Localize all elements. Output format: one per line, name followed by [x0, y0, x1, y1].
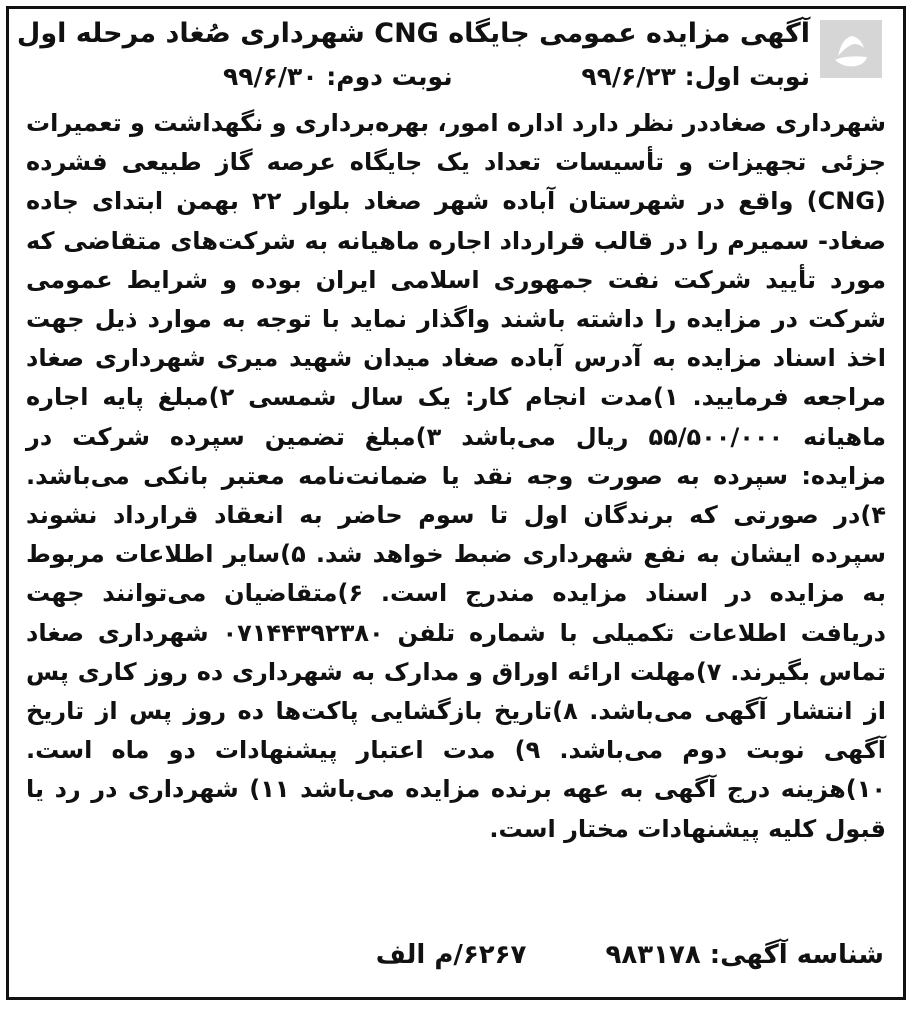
- ad-code: ۶۲۶۷/م الف: [375, 940, 527, 970]
- notice-title: آگهی مزایده عمومی جایگاه CNG شهرداری صُغاد مرحله اول: [16, 18, 810, 49]
- round-dates: [110, 62, 810, 91]
- publisher-logo-icon: [820, 20, 882, 78]
- first-round-date: نوبت اول: ۹۹/۶/۲۳: [581, 62, 810, 91]
- second-round-date: نوبت دوم: ۹۹/۶/۳۰: [223, 62, 453, 91]
- notice-body: شهرداری صغاددر نظر دارد اداره امور، بهره‌برداری و نگهداشت و تعمیرات جزئی تجهیزات و تأسیسات تعداد یک جایگاه عرصه گاز طبیعی فشرده (CNG) واقع در شهرستان آباده شهر صغاد بلوار ۲۲ بهمن ابتدای جاده صغاد- سمیرم را در قالب قرارداد اجاره ماهیانه به شرکت‌های متقاضی که مورد تأیید شرکت نفت جمهوری اسلامی ایران بوده و شرایط عمومی شرکت در مزایده را داشته باشند واگذار نماید با توجه به موارد ذیل جهت اخذ اسناد مزایده به آدرس آباده صغاد میدان شهید میری شهرداری صغاد مراجعه فرمایید. ۱)مدت انجام کار: یک سال شمسی ۲)مبلغ پایه اجاره ماهیانه ۵۵/۵۰۰/۰۰۰ ریال می‌باشد ۳)مبلغ تضمین سپرده شرکت در مزایده: سپرده به صورت وجه نقد یا ضمانت‌نامه معتبر بانکی می‌باشد. ۴)در صورتی که برندگان اول تا سوم حاضر به انعقاد قرارداد نشوند سپرده ایشان به نفع شهرداری ضبط خواهد شد. ۵)سایر اطلاعات مربوط به مزایده در اسناد مزایده مندرج است. ۶)متقاضیان می‌توانند جهت دریافت اطلاعات تکمیلی با شماره تلفن ۰۷۱۴۴۳۹۲۳۸۰ شهرداری صغاد تماس بگیرند. ۷)مهلت ارائه اوراق و مدارک به شهرداری ده روز کاری پس از انتشار آگهی می‌باشد. ۸)تاریخ بازگشایی پاکت‌ها ده روز پس از تاریخ آگهی نوبت دوم می‌باشد. ۹) مدت اعتبار پیشنهادات دو ماه است. ۱۰)هزینه درج آگهی به عهه برنده مزایده می‌باشد ۱۱) شهرداری در رد یا قبول کلیه پیشنهادات مختار است.: [25, 109, 887, 843]
- ad-id: شناسه آگهی: ۹۸۳۱۷۸: [605, 940, 884, 970]
- notice-footer: [44, 940, 884, 970]
